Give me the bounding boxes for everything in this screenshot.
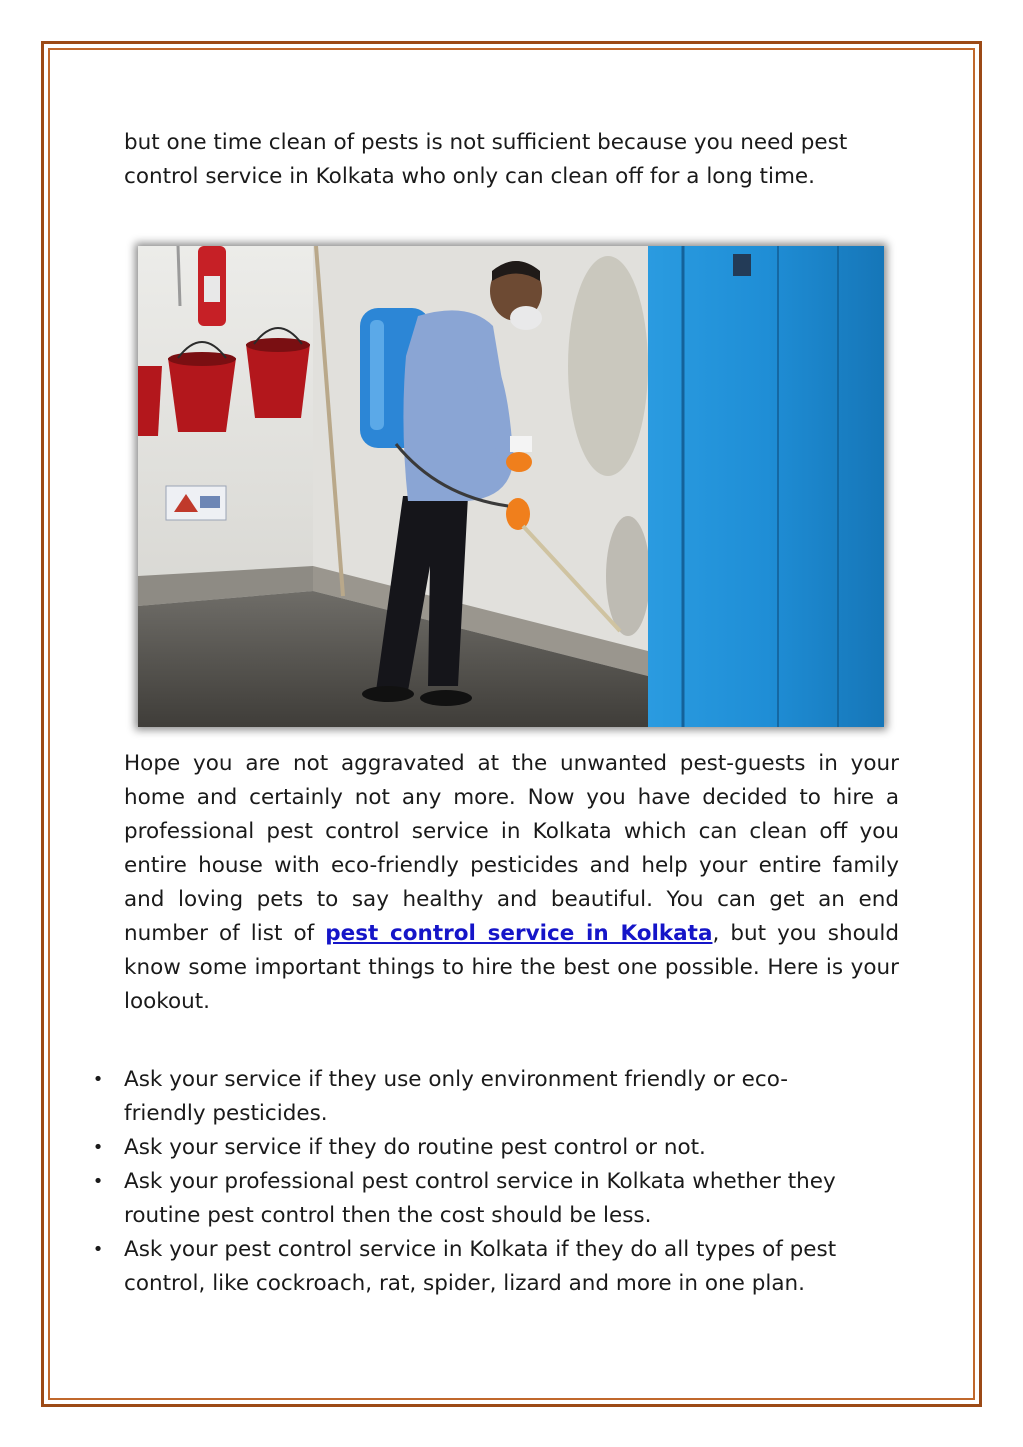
list-item xyxy=(92,1233,884,1301)
list-item xyxy=(92,1131,884,1165)
pest-control-worker-photo xyxy=(138,246,884,727)
list-item-line-2: routine pest control then the cost should be less. xyxy=(124,1203,652,1228)
intro-paragraph xyxy=(124,126,899,194)
body-paragraph xyxy=(124,747,899,1019)
list-item xyxy=(92,1063,884,1131)
body-text-after-link: , but you should know some important things to hire the best one possible. Here is your lookout. xyxy=(124,921,899,1014)
bullet-icon: • xyxy=(92,1171,104,1192)
bullet-icon: • xyxy=(92,1069,104,1090)
pest-control-service-link[interactable]: pest control service in Kolkata xyxy=(325,921,713,946)
bullet-icon: • xyxy=(92,1239,104,1260)
checklist xyxy=(92,1063,884,1301)
list-item xyxy=(92,1165,884,1233)
intro-line-1: but one time clean of pests is not sufficient because you need pest xyxy=(124,130,848,155)
list-item-line-2: friendly pesticides. xyxy=(124,1101,328,1126)
intro-line-2: control service in Kolkata who only can clean off for a long time. xyxy=(124,164,815,189)
list-item-line-1: Ask your pest control service in Kolkata if they do all types of pest xyxy=(124,1237,837,1262)
body-text-before-link: Hope you are not aggravated at the unwanted pest-guests in your home and certainly not any more. Now you have decided to hire a professional pest control service in Kolkata which can clean off you entire house with eco-friendly pesticides and help your entire family and loving pets to say healthy and beautiful. You can get an end number of list of xyxy=(124,751,899,946)
bullet-icon: • xyxy=(92,1137,104,1158)
list-item-line-1: Ask your service if they do routine pest control or not. xyxy=(124,1135,706,1160)
list-item-line-1: Ask your service if they use only environment friendly or eco- xyxy=(124,1067,789,1092)
list-item-line-1: Ask your professional pest control service in Kolkata whether they xyxy=(124,1169,836,1194)
list-item-line-2: control, like cockroach, rat, spider, lizard and more in one plan. xyxy=(124,1271,805,1296)
